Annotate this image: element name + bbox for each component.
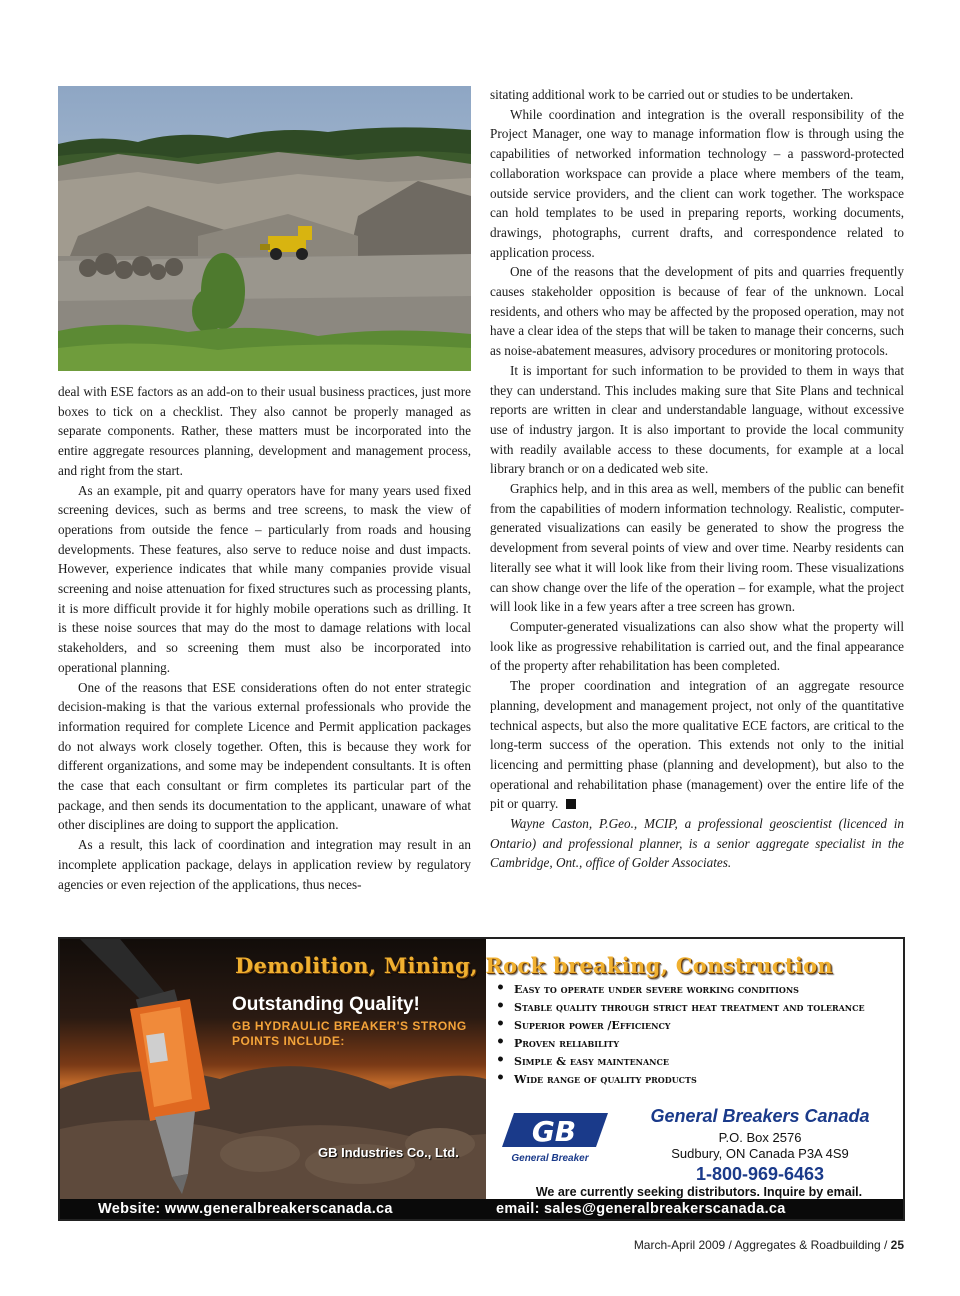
ad-contact-bar	[60, 1199, 903, 1219]
paragraph: deal with ESE factors as an add-on to their usual business practices, just more boxes to tick on a checklist. They also cannot be properly managed as separate components. Rather, these matters must be incorporated into the entire aggregate resources planning, development and management process, and right from the start.	[58, 384, 471, 478]
paragraph: As a result, this lack of coordination and integration may result in an incomplete application package, delays in application review by regulatory agencies or even rejection of the applications, thus neces-	[58, 837, 471, 892]
logo-lettering: GB	[531, 1115, 577, 1148]
gb-logo	[500, 1111, 614, 1165]
quarry-photo	[58, 86, 471, 371]
list-item: • Simple & easy maintenance	[494, 1055, 900, 1068]
list-item: • Superior power /Efficiency	[494, 1019, 900, 1032]
paragraph: sitating additional work to be carried out or studies to be undertaken.	[490, 87, 854, 102]
ad-headline: Demolition, Mining, Rock breaking, Construction	[235, 953, 833, 978]
list-item: • Stable quality through strict heat treatment and tolerance	[494, 1001, 900, 1014]
ad-email: email: sales@generalbreakerscanada.ca	[496, 1201, 786, 1217]
ad-quality-heading: Outstanding Quality!	[232, 994, 420, 1015]
ad-address	[625, 1130, 895, 1162]
article-column-left	[58, 382, 471, 894]
address-line: P.O. Box 2576	[718, 1130, 802, 1145]
ad-photo-caption: GB Industries Co., Ltd.	[318, 1145, 459, 1160]
paragraph: One of the reasons that ESE considerations often do not enter strategic decision-making is that the various external professionals who provide the information required for complete Licence and Permit application packages do not always work closely together. Often, this is because they work for different organizations, and some may be independent consultants. It is often the case that each consultant or firm completes its particular part of the package, and then sends its documentation to the applicant, unaware of what other disciplines are doing to support the application.	[58, 679, 471, 833]
paragraph: Graphics help, and in this area as well, members of the public can benefit from the capabilities of modern information technology. Realistic, computer-generated visualizations can easily be generated to show the progress the development from several points of view and over time. Nearby residents can literally see what it will look like from their living room. These visualizations can show change over the life of the operation – for example, what the project will look like in a few years after a tree screen has grown.	[490, 481, 904, 615]
paragraph-final	[490, 676, 904, 814]
list-item: • Proven reliability	[494, 1037, 900, 1050]
end-of-article-icon	[566, 799, 576, 809]
address-line: Sudbury, ON Canada P3A 4S9	[671, 1146, 849, 1161]
paragraph: While coordination and integration is the overall responsibility of the Project Manager, one way to manage information flow is through using the capabilities of networked information technology – a password-protected collaboration workspace can provide a place where members of the team, outside service providers, and the client can work together. The workspace can hold templates to be used in preparing reports, working documents, drawings, photographs, current drafts, and correspondence related to application process.	[490, 106, 904, 260]
logo-caption: General Breaker	[511, 1153, 589, 1164]
paragraph: One of the reasons that the development of pits and quarries frequently causes stakeholder opposition is because of fear of the unknown. Local residents, and others who may be affected by the proposed operation, may not have a clear idea of the steps that will be taken to manage their concerns, such as noise-abatement measures, advisory procedures or monitoring protocols.	[490, 264, 904, 359]
paragraph: As an example, pit and quarry operators have for many years used fixed screening devices, such as berms and tree screens, to mask the view of operations from outside the fence – particularly from roads and housing developments. These features, also serve to reduce noise and dust impacts. However, experience indicates that while many companies provide visual screening and noise attenuation for fixed structures such as processing plants, it is more difficult provide it for highly mobile operations such as drilling. It is these noise sources that may do the most to damage relations with local stakeholders, and so screening them must also be incorporated into operational planning.	[58, 482, 471, 675]
ad-subheading: GB HYDRAULIC BREAKER'S STRONG POINTS INCLUDE:	[232, 1019, 467, 1048]
article-column-right	[490, 85, 904, 873]
ad-phone: 1-800-969-6463	[695, 1164, 825, 1184]
paragraph-text: The proper coordination and integration of an aggregate resource planning, development and management project, not only of the quantitative technical aspects, but also the more qualitative ECE factors, are critical to the long-term success of the operation. This extends not only to the initial licencing and permitting phase (planning and development), but also to the operational and rehabilitation phase (management) over the entire life of the pit or quarry.	[490, 678, 904, 812]
ad-website: Website: www.generalbreakerscanada.ca	[98, 1201, 393, 1217]
ad-breaker-photo	[60, 939, 486, 1201]
list-item: • Easy to operate under severe working conditions	[494, 983, 900, 996]
list-item: • Wide range of quality products	[494, 1073, 900, 1086]
ad-feature-list	[494, 983, 900, 1091]
ad-brand-name: General Breakers Canada	[650, 1106, 870, 1126]
author-byline: Wayne Caston, P.Geo., MCIP, a professional geoscientist (licenced in Ontario) and professional planner, is a senior aggregate specialist in the Cambridge, Ont., office of Golder Associates.	[490, 816, 904, 871]
paragraph: Computer-generated visualizations can also show what the property will look like as progressive rehabilitation is carried out, and the final appearance of the property after rehabilitation has been completed.	[490, 618, 904, 674]
advertisement	[58, 937, 905, 1221]
page-footer	[634, 1238, 904, 1252]
ad-seeking-distributors: We are currently seeking distributors. Inquire by email.	[535, 1185, 863, 1199]
paragraph: It is important for such information to be provided to them in ways that they can understand. This includes making sure that Site Plans and technical reports are written in clear and understandable language, without excessive use of industry jargon. It is also important to provide the local community with readily available access to these documents, for example at a local library branch or on a dedicated web site.	[490, 362, 904, 477]
issue-info: March-April 2009 / Aggregates & Roadbuilding /	[633, 1238, 891, 1252]
page-number: 25	[890, 1238, 904, 1252]
